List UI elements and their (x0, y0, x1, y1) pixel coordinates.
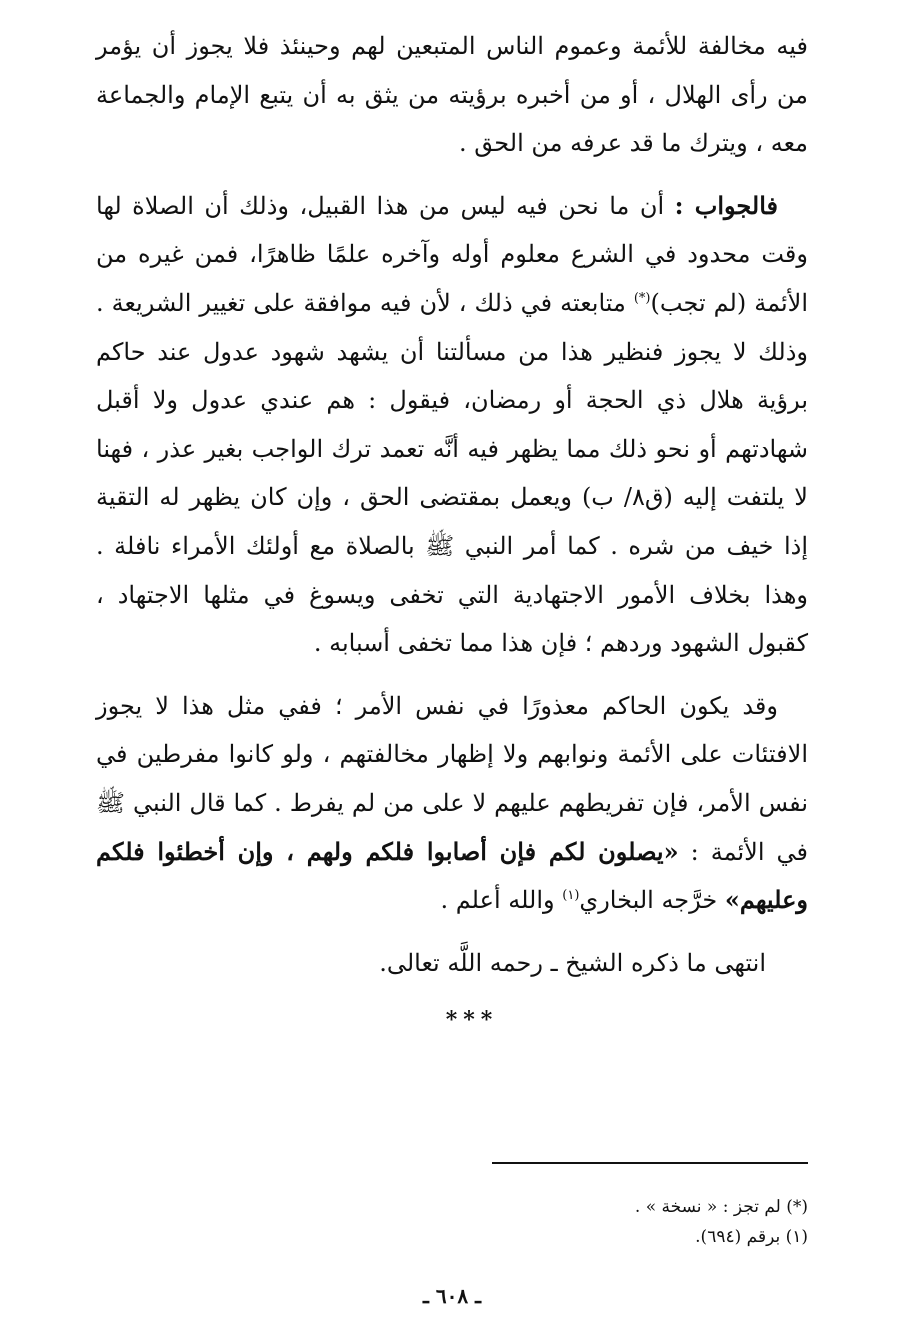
paragraph-3 (96, 682, 808, 925)
paragraph-2 (96, 182, 808, 668)
footnotes (96, 1192, 808, 1252)
footnote-mark-star[interactable]: (*) (633, 290, 651, 306)
paragraph-1 (96, 22, 808, 168)
paragraph-1-text: فيه مخالفة للأئمة وعموم الناس المتبعين لهم وحينئذ فلا يجوز أن يؤمر من رأى الهلال ، أو من أخبره برؤيته من يثق به أن يتبع الإمام والجماعة معه ، ويترك ما قد عرفه من الحق . (96, 32, 808, 158)
paragraph-3-text-a: وقد يكون الحاكم معذورًا في نفس الأمر ؛ ففي مثل هذا لا يجوز الافتئات على الأئمة ونوابهم ولا إظهار مخالفتهم ، ولو كانوا مفرطين في نفس الأمر، فإن تفريطهم عليهم لا على من لم يفرط . كما قال النبي ﷺ في الأئمة : (96, 691, 808, 866)
footnote-star: (*) لم تجز : « نسخة » . (634, 1197, 808, 1217)
hadith-quote: «يصلون لكم فإن أصابوا فلكم ولهم ، وإن أخطئوا فلكم وعليهم» (96, 836, 808, 915)
page-number: ـ ٦٠٨ ـ (423, 1284, 481, 1308)
document-page (96, 22, 808, 1312)
paragraph-3-text-b: خرَّجه البخاري (579, 886, 725, 915)
paragraph-2-text-a: أن ما نحن فيه ليس من هذا القبيل، وذلك أن الصلاة لها وقت محدود في الشرع معلوم أوله وآخره علمًا ظاهرًا، فمن غيره من الأئمة (لم تجب) (96, 191, 808, 317)
footnote-1: (١) برقم (٦٩٤). (695, 1227, 808, 1247)
paragraph-3-text-c: والله أعلم . (440, 886, 563, 915)
section-separator: *** (445, 1006, 499, 1033)
footnote-mark-1[interactable]: (١) (562, 888, 580, 904)
paragraph-2-text-b: متابعته في ذلك ، لأن فيه موافقة على تغيير الشريعة . وذلك لا يجوز فنظير هذا من مسألتنا أن يشهد شهود عدول عند حاكم برؤية هلال ذي الحجة أو رمضان، فيقول : هم عندي عدول ولا أقبل شهادتهم أو نحو ذلك مما يظهر فيه أنَّه تعمد ترك الواجب بغير عذر ، فهنا لا يلتفت إليه (ق٨/ ب) ويعمل بمقتضى الحق ، وإن كان يظهر له التقية إذا خيف من شره . كما أمر النبي ﷺ بالصلاة مع أولئك الأمراء نافلة . وهذا بخلاف الأمور الاجتهادية التي تخفى ويسوغ في مثلها الاجتهاد ، كقبول الشهود وردهم ؛ فإن هذا مما تخفى أسبابه . (96, 288, 808, 658)
closing-line: انتهى ما ذكره الشيخ ـ رحمه اللَّه تعالى. (379, 948, 766, 977)
footnote-divider (492, 1162, 808, 1164)
answer-lead: فالجواب : (674, 190, 778, 220)
